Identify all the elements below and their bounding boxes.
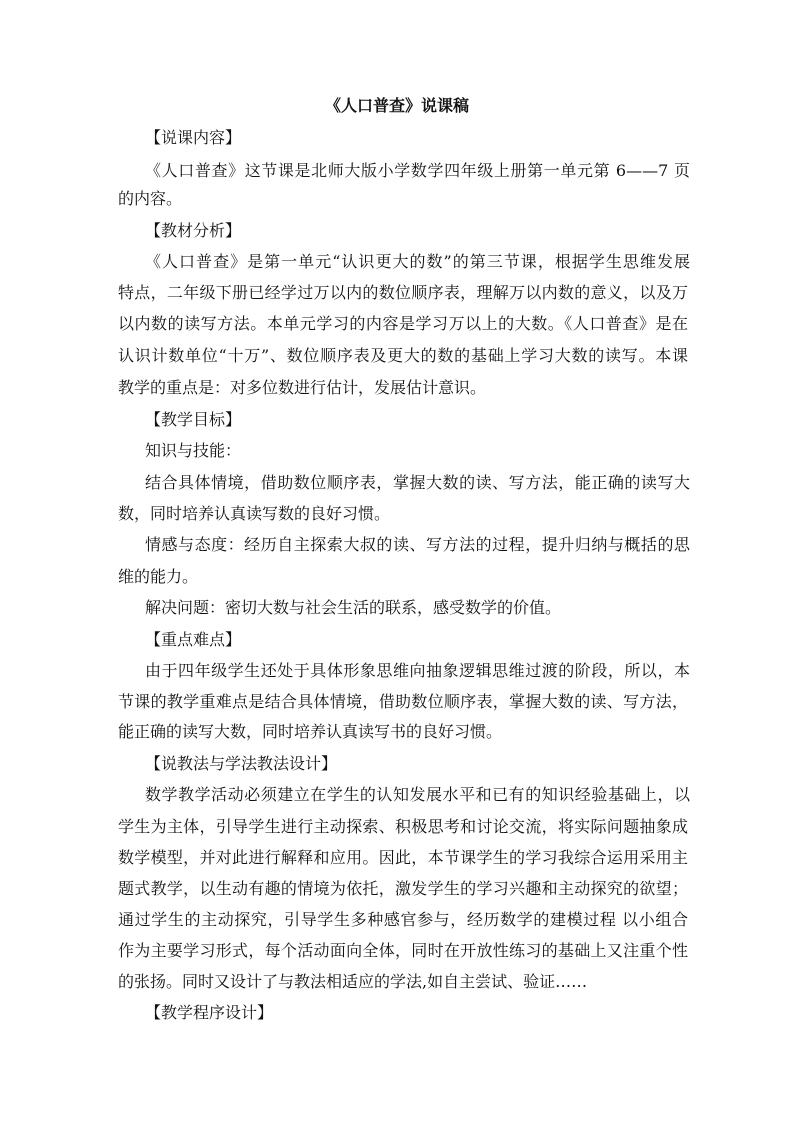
paragraph-line: 特点，二年级下册已经学过万以内的数位顺序表，理解万以内数的意义，以及万 bbox=[118, 283, 688, 302]
paragraph-line: 题式教学，以生动有趣的情境为依托，激发学生的学习兴趣和主动探究的欲望； bbox=[118, 879, 688, 898]
document-title: 《人口普查》说课稿 bbox=[324, 96, 469, 115]
paragraph-line: 《人口普查》是第一单元“认识更大的数”的第三节课，根据学生思维发展 bbox=[145, 252, 690, 271]
section-heading-methods: 【说教法与学法教法设计】 bbox=[145, 754, 338, 773]
paragraph-line: 节课的教学重难点是结合具体情境，借助数位顺序表，掌握大数的读、写方法， bbox=[118, 692, 688, 711]
paragraph-line: 情感与态度：经历自主探索大叔的读、写方法的过程，提升归纳与概括的思 bbox=[145, 535, 690, 554]
paragraph-line: 结合具体情境，借助数位顺序表，掌握大数的读、写方法，能正确的读写大 bbox=[145, 473, 690, 492]
paragraph-line: 维的能力。 bbox=[118, 567, 199, 586]
section-heading-content: 【说课内容】 bbox=[145, 128, 242, 147]
paragraph-line: 通过学生的主动探究，引导学生多种感官参与，经历数学的建模过程 以小组合 bbox=[118, 910, 688, 929]
paragraph-line: 知识与技能： bbox=[145, 441, 242, 460]
paragraph-line: 数学模型，并对此进行解释和应用。因此，本节课学生的学习我综合运用采用主 bbox=[118, 848, 688, 867]
paragraph-line: 认识计数单位“十万”、数位顺序表及更大的数的基础上学习大数的读写。本课 bbox=[118, 346, 688, 365]
paragraph-line: 《人口普查》这节课是北师大版小学数学四年级上册第一单元第 6——7 页 bbox=[145, 161, 690, 180]
paragraph-line: 学生为主体，引导学生进行主动探索、积极思考和讨论交流，将实际问题抽象成 bbox=[118, 817, 688, 836]
section-heading-analysis: 【教材分析】 bbox=[145, 221, 242, 240]
paragraph-line: 的内容。 bbox=[118, 189, 183, 208]
section-heading-procedure: 【教学程序设计】 bbox=[145, 1003, 274, 1022]
paragraph-line: 以内数的读写方法。本单元学习的内容是学习万以上的大数。《人口普查》是在 bbox=[118, 314, 688, 333]
paragraph-line: 数，同时培养认真读写数的良好习惯。 bbox=[118, 504, 391, 523]
paragraph-line: 作为主要学习形式，每个活动面向全体，同时在开放性练习的基础上又注重个性 bbox=[118, 941, 688, 960]
paragraph-line: 数学教学活动必须建立在学生的认知发展水平和已有的知识经验基础上，以 bbox=[145, 785, 690, 804]
paragraph-line: 由于四年级学生还处于具体形象思维向抽象逻辑思维过渡的阶段，所以，本 bbox=[145, 661, 690, 680]
paragraph-line: 的张扬。同时又设计了与教法相适应的学法,如自主尝试、验证…… bbox=[118, 972, 588, 991]
paragraph-line: 解决问题：密切大数与社会生活的联系，感受数学的价值。 bbox=[145, 598, 562, 617]
section-heading-objectives: 【教学目标】 bbox=[145, 410, 242, 429]
section-heading-key-points: 【重点难点】 bbox=[145, 630, 242, 649]
paragraph-line: 能正确的读写大数，同时培养认真读写书的良好习惯。 bbox=[118, 722, 503, 741]
paragraph-line: 教学的重点是：对多位数进行估计，发展估计意识。 bbox=[118, 378, 487, 397]
